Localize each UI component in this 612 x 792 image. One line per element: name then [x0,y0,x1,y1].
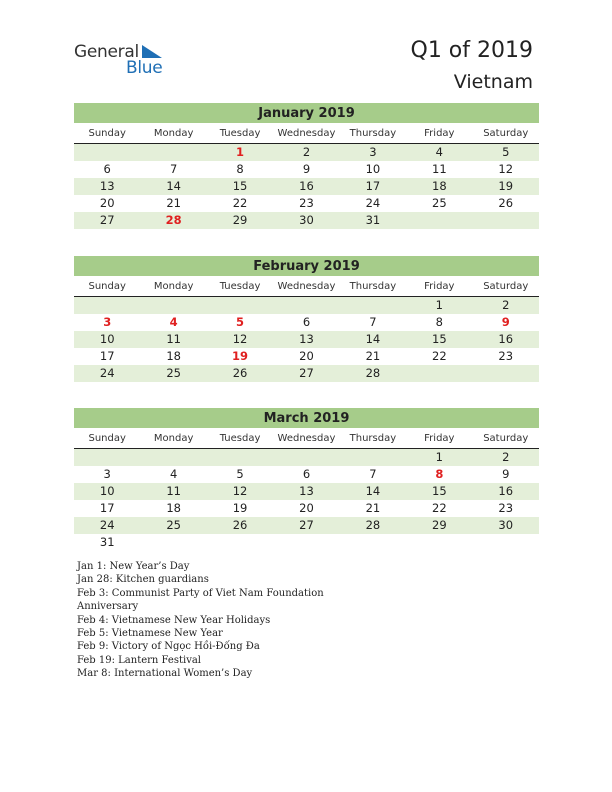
day-cell: 15 [432,332,447,346]
week-row [74,449,539,466]
day-cell: 9 [502,467,510,481]
day-cell: 28 [365,366,381,380]
day-cell: 13 [299,332,314,346]
logo-triangle-icon [142,45,162,58]
weekday-label: Wednesday [277,128,336,139]
day-cell: 8 [435,467,444,481]
note-line: Jan 1: New Year’s Day [77,561,190,572]
day-cell: 14 [166,179,181,193]
day-cell: 9 [302,162,311,176]
day-cell: 6 [103,162,111,176]
weekday-header-row [74,125,539,144]
day-cell: 18 [432,179,447,193]
weekday-label: Saturday [483,281,529,292]
day-cell: 17 [99,349,115,363]
weekday-label: Thursday [349,128,397,139]
day-cell: 17 [99,501,115,515]
day-cell: 20 [99,196,115,210]
day-cell: 15 [432,484,447,498]
note-line: Mar 8: International Women’s Day [77,668,253,680]
empty-day-cell [140,297,206,314]
weekday-label: Sunday [88,128,126,139]
day-cell: 29 [432,518,447,532]
week-row [74,365,539,382]
day-cell: 21 [166,196,181,210]
empty-day-cell [340,534,406,551]
weekday-label: Sunday [88,281,126,292]
empty-day-cell [140,534,206,551]
empty-day-cell [207,449,273,466]
week-row [74,195,539,212]
empty-day-cell [273,534,339,551]
day-cell: 4 [169,467,178,481]
day-cell: 30 [498,518,514,532]
day-cell: 23 [299,196,314,210]
day-cell: 26 [498,196,514,210]
empty-day-cell [140,449,206,466]
day-cell: 6 [302,315,311,329]
day-cell: 18 [166,349,181,363]
day-cell: 6 [302,467,311,481]
week-row [74,466,539,483]
day-cell: 19 [232,501,248,515]
weekday-label: Friday [424,128,455,139]
day-cell: 24 [99,518,115,532]
empty-day-cell [74,297,140,314]
day-cell: 11 [432,162,447,176]
empty-day-cell [74,144,140,161]
empty-day-cell [473,365,539,382]
empty-day-cell [406,365,472,382]
note-line: Feb 3: Communist Party of Viet Nam Foundation [77,587,324,599]
day-cell: 15 [232,179,248,193]
month-march [74,408,539,551]
day-cell: 26 [232,366,248,380]
empty-day-cell [473,212,539,229]
day-cell: 3 [369,145,377,159]
week-row [74,331,539,348]
month-header: March 2019 [74,408,539,428]
week-row [74,297,539,314]
day-cell: 16 [299,179,314,193]
day-cell: 20 [299,349,314,363]
day-cell: 30 [299,213,314,227]
day-cell: 27 [299,518,314,532]
week-row [74,483,539,500]
weekday-label: Thursday [349,433,397,444]
week-row [74,161,539,178]
day-cell: 28 [365,518,381,532]
note-line: Feb 9: Victory of Ngọc Hồi-Đống Đa [77,641,260,653]
week-row [74,500,539,517]
day-cell: 3 [103,315,112,329]
empty-day-cell [340,449,406,466]
day-cell: 7 [169,162,178,176]
quarter-title: Q1 of 2019 [410,38,533,63]
week-row [74,348,539,365]
weekday-label: Friday [424,433,455,444]
day-cell: 11 [166,332,181,346]
empty-day-cell [207,297,273,314]
holiday-notes [77,560,337,681]
week-row [74,144,539,161]
day-cell: 13 [99,179,115,193]
day-cell: 1 [236,145,245,159]
month-january [74,103,539,229]
weekday-label: Tuesday [219,433,261,444]
day-cell: 3 [103,467,111,481]
week-row [74,178,539,195]
note-line: Jan 28: Kitchen guardians [77,574,209,586]
note-line: Feb 5: Vietnamese New Year [77,628,223,640]
day-cell: 22 [432,501,447,515]
weekday-header-row [74,278,539,297]
month-header: February 2019 [74,256,539,276]
week-row [74,517,539,534]
month-february [74,256,539,382]
day-cell: 20 [299,501,314,515]
day-cell: 9 [501,315,510,329]
day-cell: 10 [99,332,115,346]
weekday-label: Friday [424,281,455,292]
weekday-label: Saturday [483,128,529,139]
day-cell: 12 [232,484,248,498]
day-cell: 31 [365,213,381,227]
empty-day-cell [207,534,273,551]
day-cell: 25 [166,518,181,532]
day-cell: 2 [302,145,311,159]
day-cell: 8 [236,162,244,176]
day-cell: 5 [502,145,510,159]
day-cell: 21 [365,501,381,515]
weekday-header-row [74,430,539,449]
note-line: Feb 4: Vietnamese New Year Holidays [77,614,271,626]
month-header: January 2019 [74,103,539,123]
day-cell: 28 [165,213,182,227]
day-cell: 25 [432,196,447,210]
day-cell: 23 [498,501,514,515]
day-cell: 18 [166,501,181,515]
day-cell: 31 [99,535,115,549]
empty-day-cell [406,534,472,551]
logo [74,42,174,78]
weekday-label: Thursday [349,281,397,292]
weekday-label: Wednesday [277,433,336,444]
weekday-label: Tuesday [219,281,261,292]
week-row [74,212,539,229]
day-cell: 27 [99,213,115,227]
note-line: Feb 19: Lantern Festival [77,654,202,666]
day-cell: 27 [299,366,314,380]
day-cell: 2 [502,450,510,464]
day-cell: 12 [498,162,514,176]
day-cell: 24 [99,366,115,380]
week-row [74,534,539,551]
weekday-label: Wednesday [277,281,336,292]
empty-day-cell [273,297,339,314]
empty-day-cell [340,297,406,314]
day-cell: 4 [435,145,443,159]
day-cell: 19 [498,179,514,193]
day-cell: 12 [232,332,248,346]
empty-day-cell [74,449,140,466]
day-cell: 5 [236,467,244,481]
week-row [74,314,539,331]
day-cell: 7 [369,467,377,481]
weekday-label: Sunday [88,433,126,444]
weekday-label: Monday [153,128,194,139]
empty-day-cell [273,449,339,466]
day-cell: 1 [435,298,443,312]
empty-day-cell [140,144,206,161]
day-cell: 7 [369,315,377,329]
empty-day-cell [406,212,472,229]
day-cell: 29 [232,213,248,227]
day-cell: 11 [166,484,181,498]
empty-day-cell [473,534,539,551]
country-title: Vietnam [453,71,533,93]
day-cell: 25 [166,366,181,380]
day-cell: 8 [435,315,443,329]
weekday-label: Monday [153,281,194,292]
weekday-label: Saturday [483,433,529,444]
logo-word-general: General [74,42,139,62]
day-cell: 14 [365,332,381,346]
day-cell: 16 [498,484,514,498]
day-cell: 21 [365,349,381,363]
day-cell: 13 [299,484,314,498]
day-cell: 10 [99,484,115,498]
day-cell: 22 [432,349,447,363]
day-cell: 17 [365,179,381,193]
day-cell: 5 [236,315,245,329]
day-cell: 26 [232,518,248,532]
day-cell: 14 [365,484,381,498]
weekday-label: Tuesday [219,128,261,139]
logo-word-blue: Blue [126,58,163,78]
day-cell: 2 [502,298,510,312]
day-cell: 16 [498,332,514,346]
weekday-label: Monday [153,433,194,444]
day-cell: 19 [232,349,249,363]
note-line: Anniversary [77,601,139,613]
day-cell: 10 [365,162,381,176]
day-cell: 1 [435,450,443,464]
day-cell: 22 [232,196,248,210]
day-cell: 23 [498,349,514,363]
day-cell: 24 [365,196,381,210]
day-cell: 4 [169,315,178,329]
